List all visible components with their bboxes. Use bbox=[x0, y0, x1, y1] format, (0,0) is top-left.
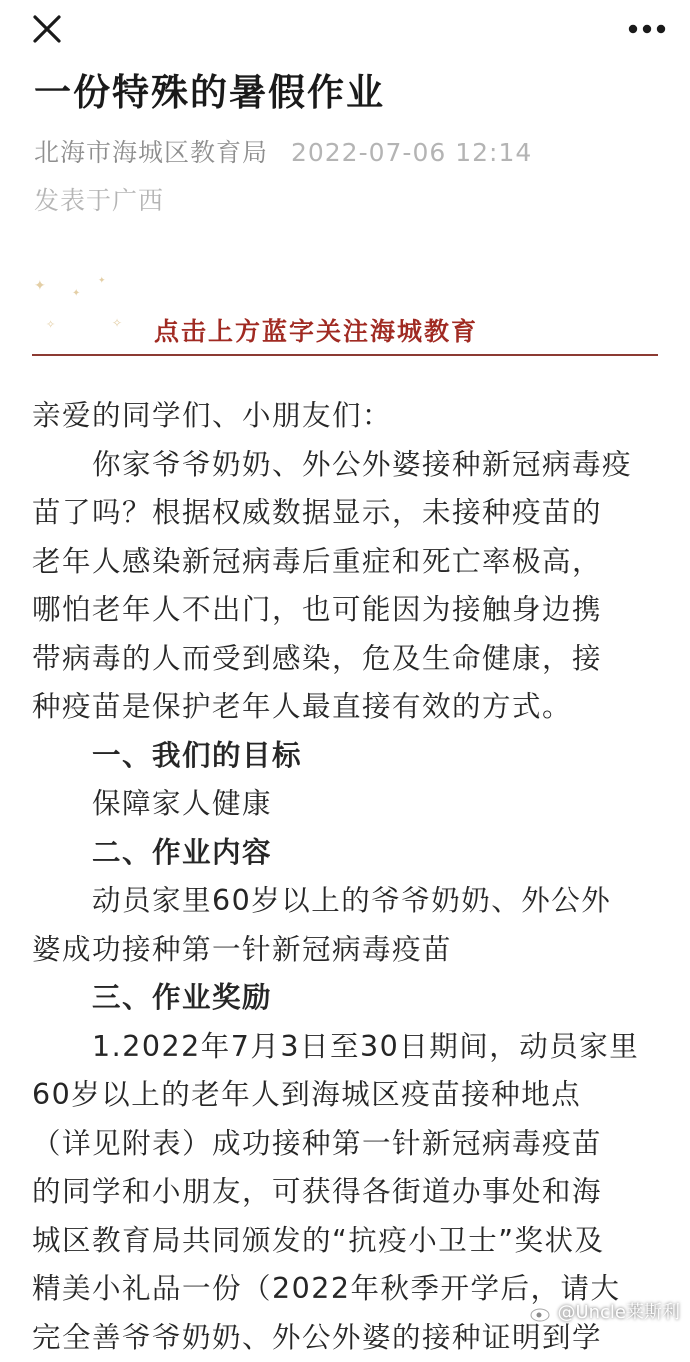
watermark-text: @Uncle莱斯利 bbox=[557, 1302, 680, 1323]
sparkle-decoration-icon: ✦ bbox=[34, 278, 46, 294]
paragraph-line: 带病毒的人而受到感染，危及生命健康，接 bbox=[32, 635, 662, 684]
sparkle-decoration-icon: ✧ bbox=[112, 316, 122, 330]
article-meta bbox=[34, 133, 532, 169]
section-heading: 三、作业奖励 bbox=[32, 974, 662, 1023]
more-button[interactable] bbox=[622, 6, 672, 52]
close-button[interactable] bbox=[24, 6, 70, 52]
paragraph-line: 种疫苗是保护老年人最直接有效的方式。 bbox=[32, 683, 662, 732]
sparkle-decoration-icon: ✧ bbox=[46, 318, 55, 331]
article-title: 一份特殊的暑假作业 bbox=[34, 62, 385, 116]
paragraph-line: 动员家里60岁以上的爷爷奶奶、外公外 bbox=[32, 877, 662, 926]
top-bar bbox=[0, 0, 690, 58]
paragraph-line: 1.2022年7月3日至30日期间，动员家里 bbox=[32, 1023, 662, 1072]
paragraph-line: 的同学和小朋友，可获得各街道办事处和海 bbox=[32, 1168, 662, 1217]
paragraph-line: 你家爷爷奶奶、外公外婆接种新冠病毒疫 bbox=[32, 441, 662, 490]
article-body bbox=[32, 392, 662, 1362]
paragraph-line: 精美小礼品一份（2022年秋季开学后，请大 bbox=[32, 1265, 662, 1314]
paragraph-line: 保障家人健康 bbox=[32, 780, 662, 829]
paragraph-line: 婆成功接种第一针新冠病毒疫苗 bbox=[32, 926, 662, 975]
follow-banner[interactable] bbox=[32, 268, 658, 358]
paragraph-line: 苗了吗？根据权威数据显示，未接种疫苗的 bbox=[32, 489, 662, 538]
follow-prompt: 点击上方蓝字关注海城教育 bbox=[154, 312, 478, 348]
sparkle-decoration-icon: ✦ bbox=[72, 288, 80, 299]
paragraph-line: 亲爱的同学们、小朋友们： bbox=[32, 392, 662, 441]
paragraph-line: 老年人感染新冠病毒后重症和死亡率极高， bbox=[32, 538, 662, 587]
sparkle-decoration-icon: ✦ bbox=[98, 276, 106, 286]
publish-location: 发表于广西 bbox=[34, 181, 164, 217]
section-heading: 二、作业内容 bbox=[32, 829, 662, 878]
weibo-logo-icon bbox=[530, 1304, 552, 1322]
paragraph-line: 城区教育局共同颁发的“抗疫小卫士”奖状及 bbox=[32, 1217, 662, 1266]
account-name-link[interactable]: 北海市海城区教育局 bbox=[34, 138, 268, 167]
paragraph-line: （详见附表）成功接种第一针新冠病毒疫苗 bbox=[32, 1120, 662, 1169]
paragraph-line: 哪怕老年人不出门，也可能因为接触身边携 bbox=[32, 586, 662, 635]
section-heading: 一、我们的目标 bbox=[32, 732, 662, 781]
more-dots-icon bbox=[622, 6, 672, 52]
paragraph-line: 60岁以上的老年人到海城区疫苗接种地点 bbox=[32, 1071, 662, 1120]
watermark bbox=[530, 1298, 680, 1324]
close-icon bbox=[24, 6, 70, 52]
divider bbox=[32, 354, 658, 356]
paragraph-line: 完全善爷爷奶奶、外公外婆的接种证明到学 bbox=[32, 1314, 662, 1362]
publish-time: 2022-07-06 12:14 bbox=[291, 138, 532, 167]
